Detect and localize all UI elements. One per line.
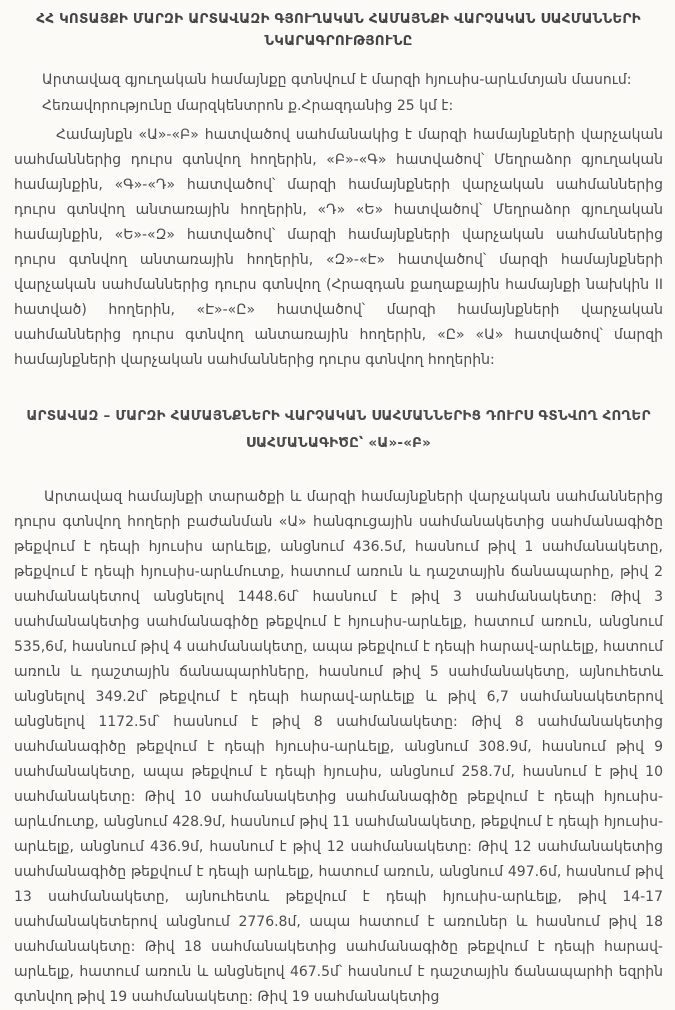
- paragraph-border-description: Արտավազ համայնքի տարածքի և մարզի համայնքների վարչական սահմաններից դուրս գտնվող հողերի բաժանման «Ա» հանգուցային սահմանակետից սահմանագիծը թեքվում է դեպի հյուսիս արևելք, անցնում 436.5մ, հասնում թիվ 1 սահմանակետը, թեքվում է դեպի հյուսիս-արևմուտք, հատում առուն և դաշտային ճանապարհը, թիվ 2 սահմանակետով անցնելով 1448.6մ՝ հասնում է թիվ 3 սահմանակետը: Թիվ 3 սահմանակետից սահմանագիծը թեքվում է հյուսիս-արևելք, հատում առուն, անցնում 535,6մ, հասնում թիվ 4 սահմանակետը, ապա թեքվում է դեպի հարավ-արևելք, հատում առուն և դաշտային ճանապարհները, հասնում թիվ 5 սահմանակետը, այնուհետև անցնելով 349.2մ՝ թեքվում է դեպի հարավ-արևելք և թիվ 6,7 սահմանակետերով անցնելով 1172.5մ՝ հասնում է թիվ 8 սահմանակետը: Թիվ 8 սահմանակետից սահմանագիծը թեքվում է դեպի հյուսիս-արևելք, անցնում 308.9մ, հասնում թիվ 9 սահմանակետը, ապա թեքվում է դեպի հյուսիս, անցնում 258.7մ, հասնում է թիվ 10 սահմանակետը: Թիվ 10 սահմանակետից սահմանագիծը թեքվում է դեպի հյուսիս-արևմուտք, անցնում 428.9մ, հասնում թիվ 11 սահմանակետը, թեքվում է դեպի հյուսիս-արևելք, անցնում 436.9մ, հասնում է թիվ 12 սահմանակետը: Թիվ 12 սահմանակետից սահմանագիծը թեքվում է դեպի արևելք, հատում առուն, անցնում 497.6մ, հասնում թիվ 13 սահմանակետը, այնուհետև թեքվում է դեպի հյուսիս-արևելք, թիվ 14-17 սահմանակետերով անցնում 2776.8մ, ապա հատում է առուներ և հասնում թիվ 18 սահմանակետը: Թիվ 18 սահմանակետից սահմանագիծը թեքվում է դեպի հարավ-արևելք, հատում առուն և անցնելով 467.5մ՝ հասնում է դաշտային ճանապարհի եզրին գտնվող թիվ 19 սահմանակետը: Թիվ 19 սահմանակետից: [14, 489, 663, 1005]
- paragraph-community-location: Արտավազ գյուղական համայնքը գտնվում է մարզի հյուսիս-արևմտյան մասում:: [42, 72, 632, 88]
- section-heading-line1: ԱՐՏԱՎԱԶ – ՄԱՐԶԻ ՀԱՄԱՅՆՔՆԵՐԻ ՎԱՐՉԱԿԱՆ ՍԱՀՄԱՆՆԵՐԻՑ ԴՈՒՐՍ ԳՏՆՎՈՂ ՀՈՂԵՐ: [26, 408, 651, 424]
- page-title: ՀՀ ԿՈՏԱՅՔԻ ՄԱՐԶԻ ԱՐՏԱՎԱԶԻ ԳՅՈՒՂԱԿԱՆ ՀԱՄԱՅՆՔԻ ՎԱՐՉԱԿԱՆ ՍԱՀՄԱՆՆԵՐԻ ՆԿԱՐԱԳՐՈՒԹՅՈՒՆԸ: [36, 11, 641, 49]
- section-heading-line2: ՍԱՀՄԱՆԱԳԻԾԸ՝ «Ա»-«Բ»: [245, 435, 432, 451]
- paragraph-adjacency-description: Համայնքն «Ա»-«Բ» հատվածով սահմանակից է մարզի համայնքների վարչական սահմաններից դուրս գտնվող հողերին, «Բ»-«Գ» հատվածով՝ Մեղրաձոր գյուղական համայնքին, «Գ»-«Դ» հատվածով՝ մարզի համայնքների վարչական սահմաններից դուրս գտնվող անտառային հողերին, «Դ» «Ե» հատվածով՝ Մեղրաձոր գյուղական համայնքին, «Ե»-«Զ» հատվածով՝ մարզի համայնքների վարչական սահմաններից դուրս գտնվող անտառային հողերին, «Զ»-«Է» հատվածով՝ մարզի համայնքների վարչական սահմաններից դուրս գտնվող (Հրազդան քաղաքային համայնքի նախկին II հատված) հողերին, «Է»-«Ը» հատվածով՝ մարզի համայնքների վարչական սահմաններից դուրս գտնվող անտառային հողերին, «Ը» «Ա» հատվածով՝ մարզի համայնքների վարչական սահմաններից դուրս գտնվող հողերին:: [14, 127, 663, 368]
- section-heading: [14, 403, 663, 457]
- paragraph-distance-from-center: Հեռավորությունը մարզկենտրոն ք.Հրազդանից 25 կմ է:: [42, 98, 454, 114]
